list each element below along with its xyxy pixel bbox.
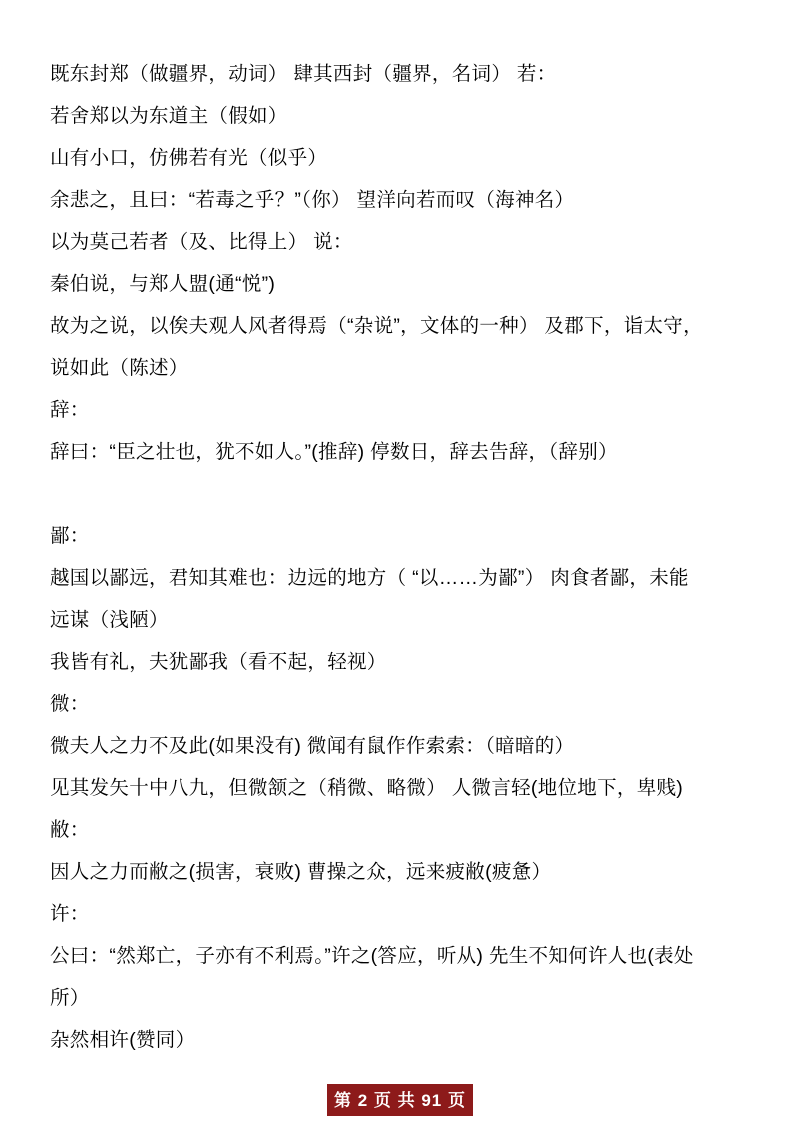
document-body [50, 53, 756, 1061]
text-line: 因人之力而敝之(损害，衰败) 曹操之众，远来疲敝(疲惫） [50, 861, 552, 883]
text-line: 余悲之，且曰：“若毒之乎？”（你） 望洋向若而叹（海神名） [50, 189, 575, 211]
text-line: 山有小口，仿佛若有光（似乎） [50, 147, 328, 169]
blank-line [50, 473, 756, 515]
text-line: 所） [50, 987, 90, 1009]
page-number-badge: 第 2 页 共 91 页 [327, 1084, 473, 1116]
text-line: 鄙： [50, 525, 90, 547]
text-line: 微夫人之力不及此(如果没有) 微闻有鼠作作索索：（暗暗的） [50, 735, 575, 757]
text-line: 微： [50, 693, 90, 715]
text-line: 以为莫己若者（及、比得上） 说： [50, 231, 353, 253]
page-footer [0, 1084, 800, 1116]
text-line: 敝： [50, 819, 90, 841]
text-line: 辞曰：“臣之壮也，犹不如人。”(推辞) 停数日，辞去告辞，（辞别） [50, 441, 618, 463]
text-line: 既东封郑（做疆界，动词） 肆其西封（疆界，名词） 若： [50, 63, 557, 85]
text-line: 秦伯说，与郑人盟(通“悦”) [50, 273, 276, 295]
text-line: 见其发矢十中八九，但微颔之（稍微、略微） 人微言轻(地位地下，卑贱) [50, 777, 684, 799]
text-line: 我皆有礼，夫犹鄙我（看不起，轻视） [50, 651, 387, 673]
text-line: 若舍郑以为东道主（假如） [50, 105, 288, 127]
text-line: 故为之说，以俟夫观人风者得焉（“杂说”，文体的一种） 及郡下，诣太守， [50, 315, 703, 337]
text-line: 远谋（浅陋） [50, 609, 169, 631]
text-line: 说如此（陈述） [50, 357, 189, 379]
text-line: 许： [50, 903, 90, 925]
text-line: 越国以鄙远，君知其难也：边远的地方（ “以……为鄙”） 肉食者鄙，未能 [50, 567, 689, 589]
text-line: 杂然相许(赞同） [50, 1029, 196, 1051]
text-line: 公曰：“然郑亡，子亦有不利焉。”许之(答应，听从) 先生不知何许人也(表处 [50, 945, 694, 967]
text-line: 辞： [50, 399, 90, 421]
